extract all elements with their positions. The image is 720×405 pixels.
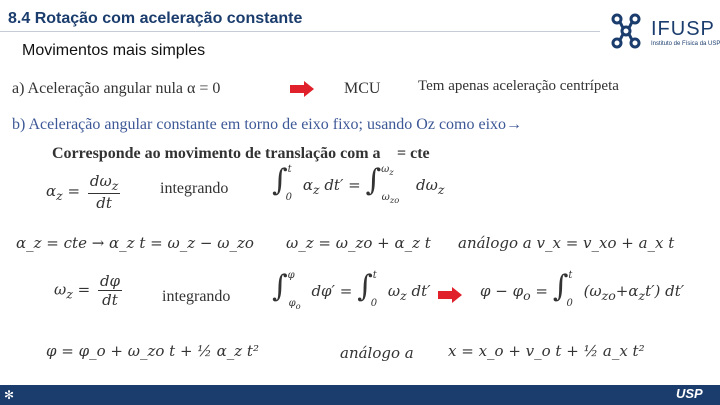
right-arrow-icon bbox=[290, 81, 314, 97]
title-divider bbox=[0, 31, 600, 32]
slide-title: 8.4 Rotação com aceleração constante bbox=[8, 10, 303, 27]
eq-row1-right: análogo a v_x = v_xo + a_x t bbox=[458, 234, 675, 252]
alpha-definition-eq: $\alpha_z$ = $\frac{d\omega_z}{dt}$ bbox=[46, 172, 119, 212]
ifusp-emblem-icon bbox=[608, 12, 644, 50]
integral-omega-eq: ∫$^\varphi_{\varphi_o}$ dφ′ = ∫$^t_0$ $\omega_z$ dt′ bbox=[272, 269, 431, 311]
logo-subtext: Instituto de Física da USP bbox=[651, 41, 720, 47]
ifusp-logo bbox=[608, 12, 720, 52]
phi-integral-eq: $\varphi - \varphi_o = \int^t_0$ $(\omega_{zo}+\alpha_zt')$ dt′ bbox=[480, 269, 685, 309]
ifusp-small-icon: ✻ bbox=[4, 388, 15, 402]
omega-definition-eq: $\omega_z$ = $\frac{d\varphi}{dt}$ bbox=[54, 272, 121, 309]
x-final-eq: x = x_o + v_o t + ½ a_x t² bbox=[448, 342, 645, 360]
section-subtitle: Movimentos mais simples bbox=[22, 42, 206, 59]
translation-note: Corresponde ao movimento de translação com a⃗ = cte⃗ bbox=[52, 145, 443, 162]
eq-row1-left: α_z = cte → α_z t = ω_z − ω_zo bbox=[16, 234, 254, 252]
eq-row1-mid: ω_z = ω_zo + α_z t bbox=[286, 234, 431, 252]
item-a-text: a) Aceleração angular nula α = 0 bbox=[12, 80, 221, 97]
phi-final-eq: φ = φ_o + ω_zo t + ½ α_z t² bbox=[46, 342, 259, 360]
mcu-label: MCU bbox=[344, 80, 381, 97]
analog-label: análogo a bbox=[340, 344, 414, 362]
logo-wordmark: IFUSP bbox=[651, 18, 715, 40]
item-b-text: b) Aceleração angular constante em torno de eixo fixo; usando Oz como eixo→ bbox=[12, 116, 523, 133]
integral-alpha-eq: ∫$^t_0$ $\alpha_z$ dt′ = ∫$^{\omega_z}_{\omega_{zo}}$ $d\omega_z$ bbox=[272, 163, 445, 205]
footer-bar bbox=[0, 385, 720, 405]
integrando-label-2: integrando bbox=[162, 288, 231, 305]
centripeta-note: Tem apenas aceleração centrípeta bbox=[418, 78, 619, 94]
integrando-label-1: integrando bbox=[160, 180, 229, 197]
right-arrow-icon bbox=[438, 287, 462, 303]
usp-footer-logo: USP bbox=[676, 386, 703, 401]
